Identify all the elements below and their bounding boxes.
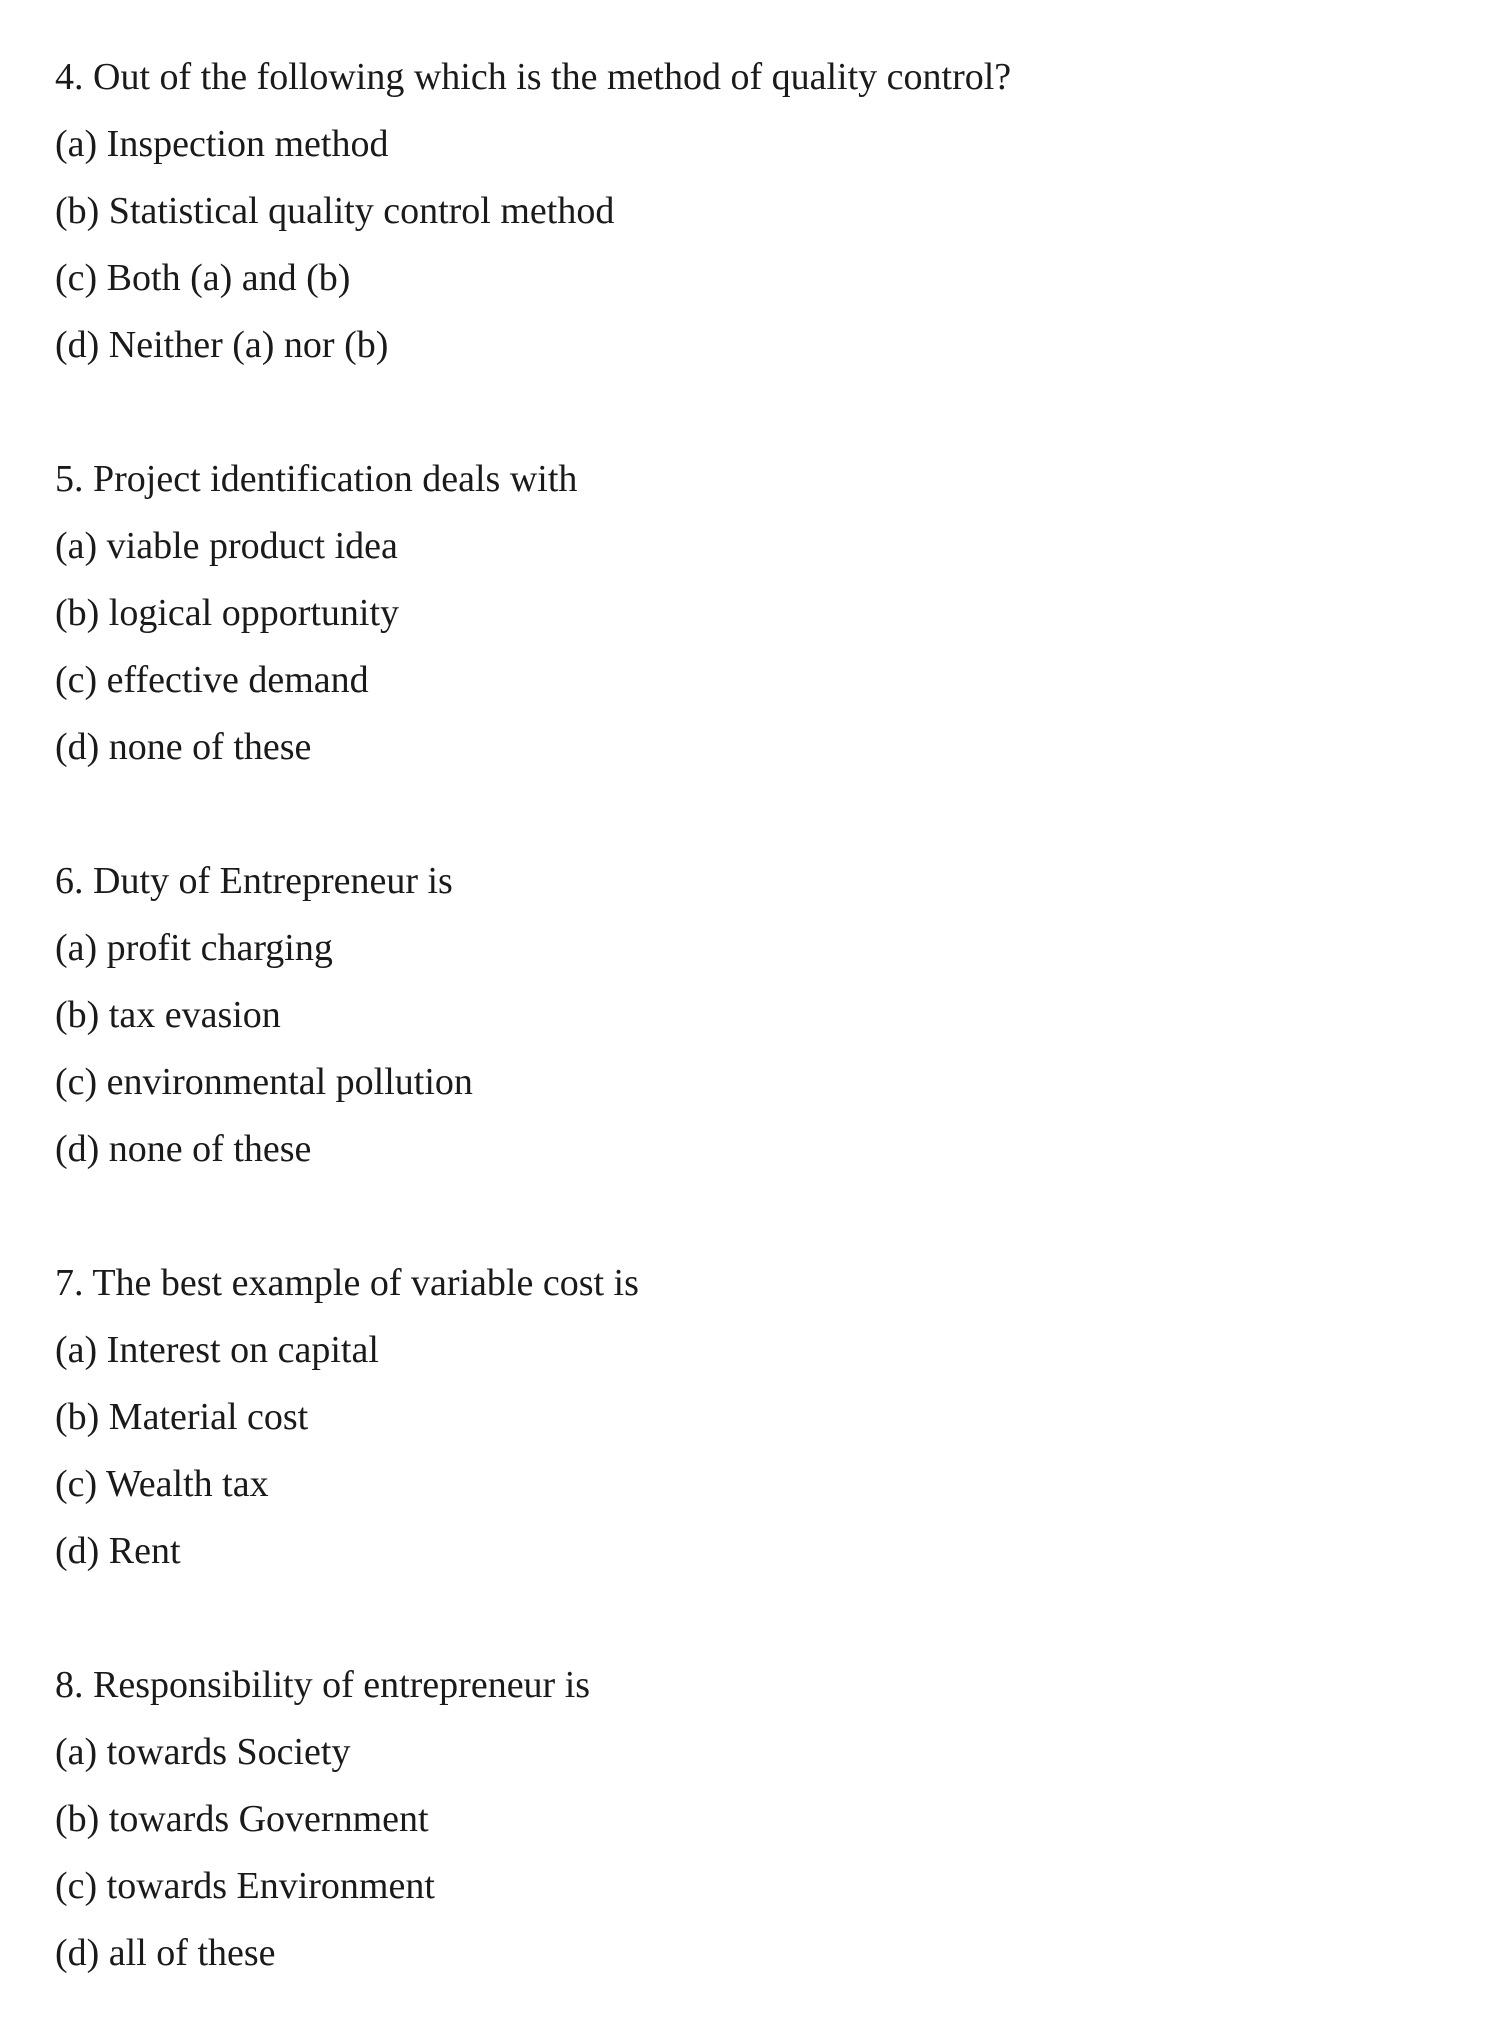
question-5-option-c: (c) effective demand	[55, 659, 369, 701]
question-7-option-b: (b) Material cost	[55, 1396, 309, 1438]
question-6-option-c: (c) environmental pollution	[55, 1061, 473, 1103]
question-7-option-c: (c) Wealth tax	[55, 1463, 269, 1505]
question-6-option-a: (a) profit charging	[55, 927, 333, 969]
question-8-option-c: (c) towards Environment	[55, 1865, 435, 1907]
question-4-option-c: (c) Both (a) and (b)	[55, 257, 351, 299]
question-6-option-d: (d) none of these	[55, 1128, 312, 1170]
question-6-stem: 6. Duty of Entrepreneur is	[55, 860, 453, 902]
question-4-option-d: (d) Neither (a) nor (b)	[55, 324, 389, 366]
question-8-option-a: (a) towards Society	[55, 1731, 351, 1773]
question-5-option-a: (a) viable product idea	[55, 525, 398, 567]
question-4-stem: 4. Out of the following which is the method of quality control?	[55, 56, 1012, 98]
question-5-option-b: (b) logical opportunity	[55, 592, 400, 634]
question-8-stem: 8. Responsibility of entrepreneur is	[55, 1664, 591, 1706]
question-8-option-d: (d) all of these	[55, 1932, 276, 1974]
question-7-stem: 7. The best example of variable cost is	[55, 1262, 639, 1304]
question-4-option-b: (b) Statistical quality control method	[55, 190, 615, 232]
question-8-option-b: (b) towards Government	[55, 1798, 429, 1840]
question-7-option-a: (a) Interest on capital	[55, 1329, 379, 1371]
question-5-stem: 5. Project identification deals with	[55, 458, 578, 500]
question-6-option-b: (b) tax evasion	[55, 994, 281, 1036]
question-7-option-d: (d) Rent	[55, 1530, 181, 1572]
question-5-option-d: (d) none of these	[55, 726, 312, 768]
question-4-option-a: (a) Inspection method	[55, 123, 389, 165]
